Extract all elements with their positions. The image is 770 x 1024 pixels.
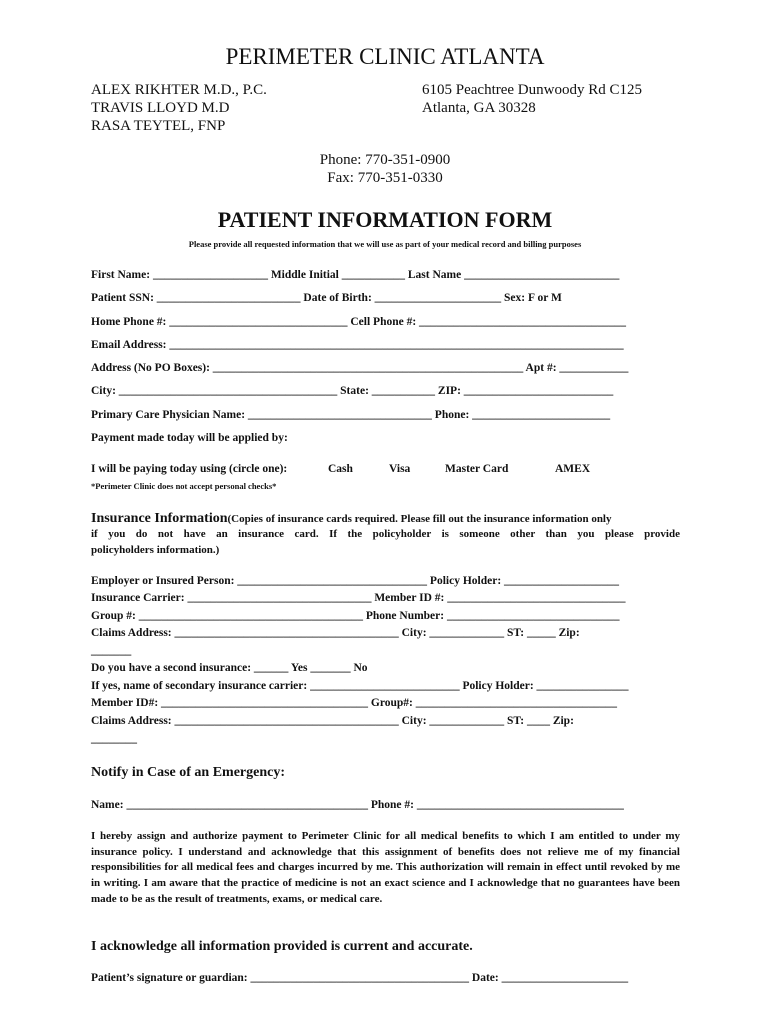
form-title: PATIENT INFORMATION FORM — [217, 207, 553, 232]
claims-address-2-fields[interactable]: Claims Address: _______________________________________ City: _____________ ST: ____ Zip: — [91, 715, 574, 727]
payment-option-cash[interactable]: Cash — [328, 463, 353, 475]
doctor-name: TRAVIS LLOYD M.D — [91, 100, 230, 116]
ssn-dob-sex-fields[interactable]: Patient SSN: _________________________ Date of Birth: ______________________ Sex: F or M — [91, 292, 562, 304]
doctor-name: ALEX RIKHTER M.D., P.C. — [91, 82, 267, 98]
payment-option-visa[interactable]: Visa — [389, 463, 411, 475]
member-group-fields[interactable]: Member ID#: ____________________________________ Group#: ___________________________________ — [91, 697, 618, 709]
payment-option-mastercard[interactable]: Master Card — [445, 463, 509, 475]
clinic-name: PERIMETER CLINIC ATLANTA — [225, 44, 545, 69]
patient-name-fields[interactable]: First Name: ____________________ Middle Initial ___________ Last Name ___________________________ — [91, 269, 620, 281]
pcp-fields[interactable]: Primary Care Physician Name: ________________________________ Phone: ________________________ — [91, 409, 611, 421]
form-instructions: Please provide all requested information that we will use as part of your medical record and billing purposes — [188, 239, 582, 249]
address-street: 6105 Peachtree Dunwoody Rd C125 — [422, 82, 642, 98]
email-field[interactable]: Email Address: _______________________________________________________________________________ — [91, 339, 624, 351]
signature-date-fields[interactable]: Patient’s signature or guardian: ______________________________________ Date: ______________________ — [91, 972, 629, 984]
insurance-note-line: policyholders information.) — [91, 544, 220, 556]
second-insurance-field[interactable]: Do you have a second insurance: ______ Yes _______ No — [91, 662, 368, 674]
acknowledgement-heading: I acknowledge all information provided is current and accurate. — [91, 939, 473, 954]
doctor-list — [91, 81, 267, 135]
insurance-heading: Insurance Information — [91, 511, 228, 526]
claims-zip-2-field[interactable]: ________ — [91, 733, 137, 745]
secondary-carrier-fields[interactable]: If yes, name of secondary insurance carrier: __________________________ Policy Holder: ________________ — [91, 680, 629, 692]
clinic-fax: Fax: 770-351-0330 — [327, 170, 443, 186]
clinic-phone: Phone: 770-351-0900 — [319, 152, 451, 168]
group-phone-fields[interactable]: Group #: _______________________________________ Phone Number: ______________________________ — [91, 610, 620, 622]
employer-policyholder-fields[interactable]: Employer or Insured Person: _________________________________ Policy Holder: ____________________ — [91, 575, 620, 587]
insurance-note-line: if you do not have an insurance card. If the policyholder is someone other than you please provide — [91, 528, 680, 540]
insurance-info-header — [91, 511, 612, 527]
clinic-address — [422, 81, 642, 117]
carrier-member-fields[interactable]: Insurance Carrier: ________________________________ Member ID #: _______________________________ — [91, 592, 626, 604]
emergency-contact-fields[interactable]: Name: __________________________________________ Phone #: ____________________________________ — [91, 799, 624, 811]
clinic-contact — [0, 151, 770, 187]
address-field[interactable]: Address (No PO Boxes): ______________________________________________________ Apt #: ____________ — [91, 362, 629, 374]
city-state-zip-fields[interactable]: City: ______________________________________ State: ___________ ZIP: __________________________ — [91, 385, 614, 397]
payment-applied-label: Payment made today will be applied by: — [91, 432, 288, 444]
payment-method-label: I will be paying today using (circle one): — [91, 463, 288, 475]
authorization-paragraph: I hereby assign and authorize payment to Perimeter Clinic for all medical benefits to which I am entitled to under my insurance policy. I understand and acknowledge that this assignment of benefits does not relieve me of my financial responsibilities for all medical fees and charges incurred by me. This authorization will remain in effect until revoked by me in writing. I am aware that the practice of medicine is not an exact science and I acknowledge that no guarantees have been made to be as the result of treatments, exams, or medical care. — [91, 830, 680, 905]
payment-option-amex[interactable]: AMEX — [555, 463, 591, 475]
address-city: Atlanta, GA 30328 — [422, 100, 536, 116]
emergency-heading: Notify in Case of an Emergency: — [91, 765, 286, 780]
claims-address-fields[interactable]: Claims Address: _______________________________________ City: _____________ ST: _____ Zip: — [91, 627, 580, 639]
insurance-note: (Copies of insurance cards required. Please fill out the insurance information only — [227, 513, 612, 525]
claims-zip-field[interactable]: _______ — [91, 645, 132, 657]
doctor-name: RASA TEYTEL, FNP — [91, 118, 226, 134]
payment-note: *Perimeter Clinic does not accept personal checks* — [91, 481, 277, 491]
phone-fields[interactable]: Home Phone #: _______________________________ Cell Phone #: ____________________________________ — [91, 316, 627, 328]
